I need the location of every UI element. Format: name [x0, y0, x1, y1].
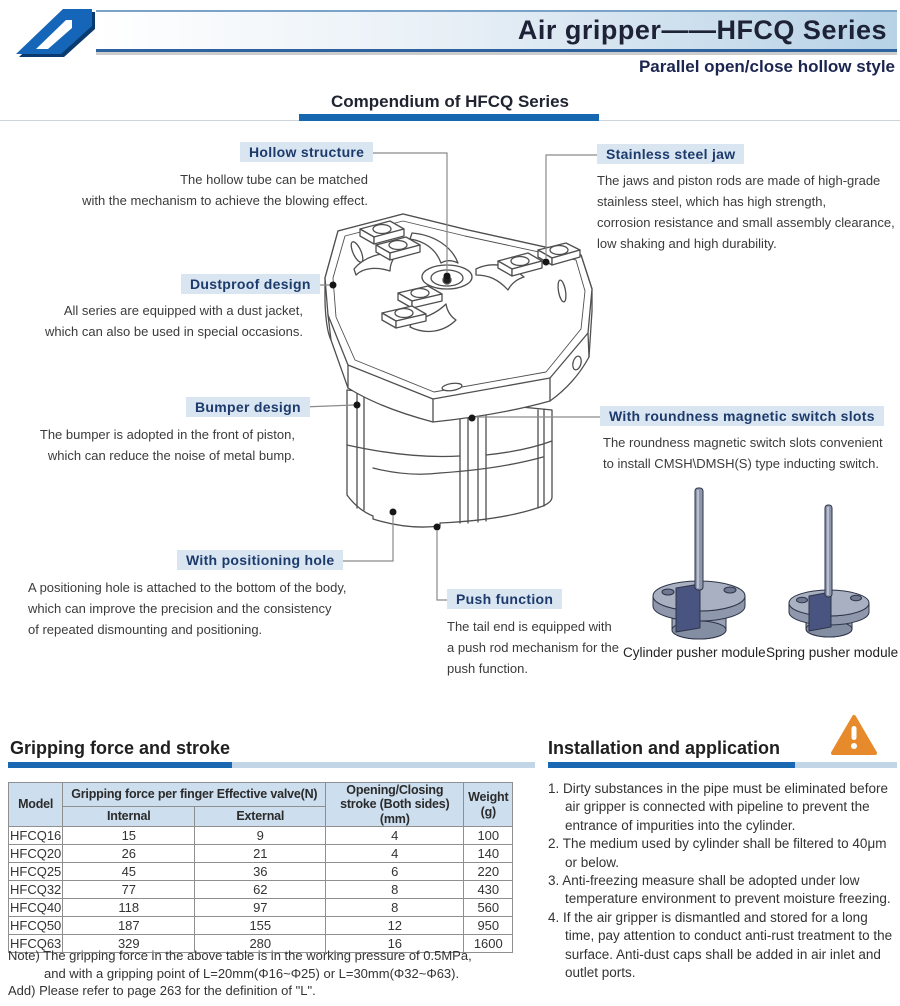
table-row: HFCQ63 329 280 16 1600: [9, 935, 513, 953]
installation-item: 3. Anti-freezing measure shall be adopted under low temperature environment to prevent moisture freezing.: [548, 873, 891, 907]
gripping-accent-bar-light: [232, 762, 535, 768]
installation-section-title: Installation and application: [548, 738, 781, 758]
callout-desc-bumper-design: The bumper is adopted in the front of piston, which can reduce the noise of metal bump.: [39, 427, 295, 463]
callout-label-hollow-structure: Hollow structure: [240, 142, 373, 162]
note-line: and with a gripping point of L=20mm(Φ16~Φ25) or L=30mm(Φ32~Φ63).: [44, 965, 460, 981]
table-row: HFCQ25 45 36 6 220: [9, 863, 513, 881]
col-header-force-group: Gripping force per finger Effective valve(N): [63, 783, 326, 807]
table-row: HFCQ50 187 155 12 950: [9, 917, 513, 935]
table-row: HFCQ16 15 9 4 100: [9, 827, 513, 845]
compendium-heading: Compendium of HFCQ Series: [330, 92, 570, 111]
callout-label-push-function: Push function: [447, 589, 562, 609]
callout-label-roundness-switch-slots: With roundness magnetic switch slots: [600, 406, 884, 426]
callout-desc-dustproof-design: All series are equipped with a dust jacket, which can also be used in special occasions.: [45, 303, 303, 339]
callout-desc-positioning-hole: A positioning hole is attached to the bottom of the body, which can improve the precision and the consistency of repeated dismounting and positioning.: [28, 580, 347, 637]
col-header-internal: Internal: [63, 806, 195, 826]
callout-desc-roundness-switch-slots: The roundness magnetic switch slots convenient to install CMSH\DMSH(S) type inducting switch.: [603, 435, 883, 471]
installation-item: 4. If the air gripper is dismantled and stored for a long time, pay attention to conduct anti-rust treatment to the surface. Anti-dust caps shall be added in air inlet and outlet ports.: [548, 909, 893, 981]
spring-pusher-module-image: [772, 497, 887, 647]
page-title: Air gripper——HFCQ Series: [517, 15, 887, 45]
gripping-accent-bar: [8, 762, 232, 768]
cylinder-pusher-module-caption: Cylinder pusher module: [623, 645, 766, 660]
callout-label-positioning-hole: With positioning hole: [177, 550, 343, 570]
header-band: [96, 10, 897, 52]
table-notes: [8, 947, 538, 1000]
table-row: HFCQ32 77 62 8 430: [9, 881, 513, 899]
callout-desc-hollow-structure: The hollow tube can be matched with the mechanism to achieve the blowing effect.: [82, 172, 368, 208]
installation-accent-bar-light: [795, 762, 897, 768]
note-line: Add) Please refer to page 263 for the definition of "L".: [8, 983, 316, 998]
callout-desc-push-function: The tail end is equipped with a push rod mechanism for the push function.: [447, 619, 619, 676]
installation-accent-bar: [548, 762, 795, 768]
table-row: HFCQ40 118 97 8 560: [9, 899, 513, 917]
note-line: Note) The gripping force in the above table is in the working pressure of 0.5MPa,: [8, 948, 472, 963]
col-header-weight: Weight (g): [464, 783, 513, 827]
spring-pusher-module-caption: Spring pusher module: [766, 645, 899, 660]
callout-label-stainless-steel-jaw: Stainless steel jaw: [597, 144, 744, 164]
col-header-stroke: Opening/Closing stroke (Both sides)(mm): [326, 783, 464, 827]
page-subtitle: Parallel open/close hollow style: [638, 57, 895, 76]
gripping-force-table: [8, 782, 513, 953]
airtac-logo: [6, 2, 102, 62]
callout-label-bumper-design: Bumper design: [186, 397, 310, 417]
col-header-model: Model: [9, 783, 63, 827]
heading-accent-bar: [299, 114, 599, 121]
installation-list: [548, 780, 898, 982]
callout-label-dustproof-design: Dustproof design: [181, 274, 320, 294]
gripping-section-title: Gripping force and stroke: [10, 738, 231, 758]
installation-item: 2. The medium used by cylinder shall be filtered to 40μm or below.: [548, 836, 887, 870]
col-header-external: External: [195, 806, 326, 826]
callout-desc-stainless-steel-jaw: The jaws and piston rods are made of high-grade stainless steel, which has high strength, corrosion resistance and small assembly clearance, low shaking and high durability.: [597, 173, 895, 251]
warning-triangle-icon: [831, 714, 877, 756]
cylinder-pusher-module-image: [636, 484, 766, 644]
installation-item: 1. Dirty substances in the pipe must be eliminated before air gripper is connected with pipeline to prevent the entrance of impurities into the cylinder.: [548, 781, 888, 833]
table-row: HFCQ20 26 21 4 140: [9, 845, 513, 863]
